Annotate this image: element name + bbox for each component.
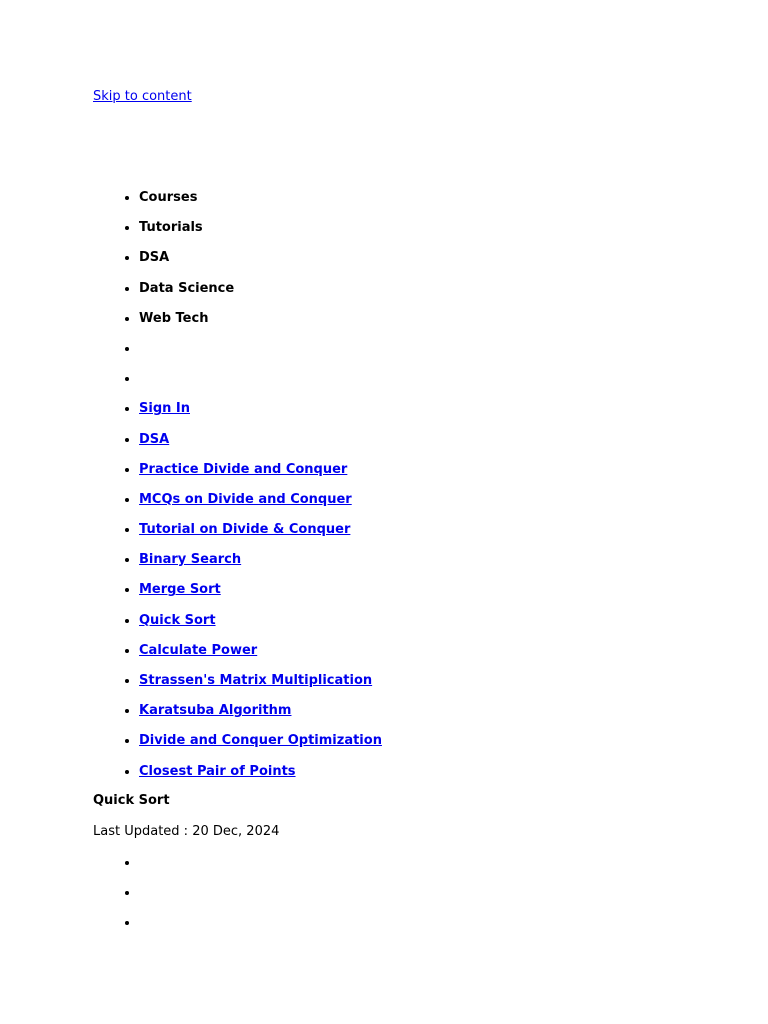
topic-link-calculate-power[interactable]: Calculate Power bbox=[139, 642, 258, 658]
topic-link-mcqs-divide-and-conquer[interactable]: MCQs on Divide and Conquer bbox=[139, 491, 352, 507]
topic-link-divide-and-conquer-optimization[interactable]: Divide and Conquer Optimization bbox=[139, 733, 382, 749]
nav-item-empty-2 bbox=[139, 370, 699, 400]
topic-item bbox=[139, 491, 699, 521]
nav-item-courses[interactable]: • Courses bbox=[139, 189, 699, 219]
nav-item-web-tech[interactable]: • Web Tech bbox=[139, 310, 699, 340]
topic-item bbox=[139, 521, 699, 551]
last-updated-date: 20 Dec, 2024 bbox=[192, 824, 280, 839]
topic-item bbox=[139, 431, 699, 461]
topic-item bbox=[139, 642, 699, 672]
last-updated bbox=[93, 823, 279, 840]
nav-item-data-science[interactable]: • Data Science bbox=[139, 280, 699, 310]
topic-link-karatsuba-algorithm[interactable]: Karatsuba Algorithm bbox=[139, 703, 292, 719]
nav-item-tutorials[interactable]: • Tutorials bbox=[139, 219, 699, 249]
nav-item-empty-1 bbox=[139, 340, 699, 370]
skip-to-content-link[interactable]: Skip to content bbox=[93, 89, 192, 104]
topic-item bbox=[139, 763, 699, 793]
nav-item-dsa[interactable]: • DSA bbox=[139, 249, 699, 279]
topic-link-strassens-matrix-multiplication[interactable]: Strassen's Matrix Multiplication bbox=[139, 673, 373, 688]
topic-link-closest-pair-of-points[interactable]: Closest Pair of Points bbox=[139, 763, 296, 779]
topic-item bbox=[139, 612, 699, 642]
topic-link-binary-search[interactable]: Binary Search bbox=[139, 552, 242, 568]
main-nav-list bbox=[139, 189, 699, 793]
topic-item bbox=[139, 702, 699, 732]
sign-in-link[interactable]: Sign In bbox=[139, 401, 190, 417]
topic-item bbox=[139, 732, 699, 762]
share-list bbox=[139, 854, 699, 945]
topic-link-tutorial-divide-and-conquer[interactable]: Tutorial on Divide & Conquer bbox=[139, 522, 351, 538]
last-updated-label: Last Updated : bbox=[93, 824, 193, 839]
topic-link-dsa[interactable]: DSA bbox=[139, 431, 170, 447]
page-title: Quick Sort bbox=[93, 793, 170, 808]
share-item-2[interactable] bbox=[139, 884, 699, 914]
topic-item bbox=[139, 461, 699, 491]
topic-link-merge-sort[interactable]: Merge Sort bbox=[139, 582, 221, 598]
nav-item-sign-in bbox=[139, 400, 699, 430]
share-item-1[interactable] bbox=[139, 854, 699, 884]
topic-link-quick-sort[interactable]: Quick Sort bbox=[139, 612, 216, 628]
topic-link-practice-divide-and-conquer[interactable]: Practice Divide and Conquer bbox=[139, 461, 348, 477]
topic-item bbox=[139, 551, 699, 581]
share-item-3[interactable] bbox=[139, 914, 699, 944]
topic-item bbox=[139, 581, 699, 611]
topic-item bbox=[139, 672, 699, 702]
